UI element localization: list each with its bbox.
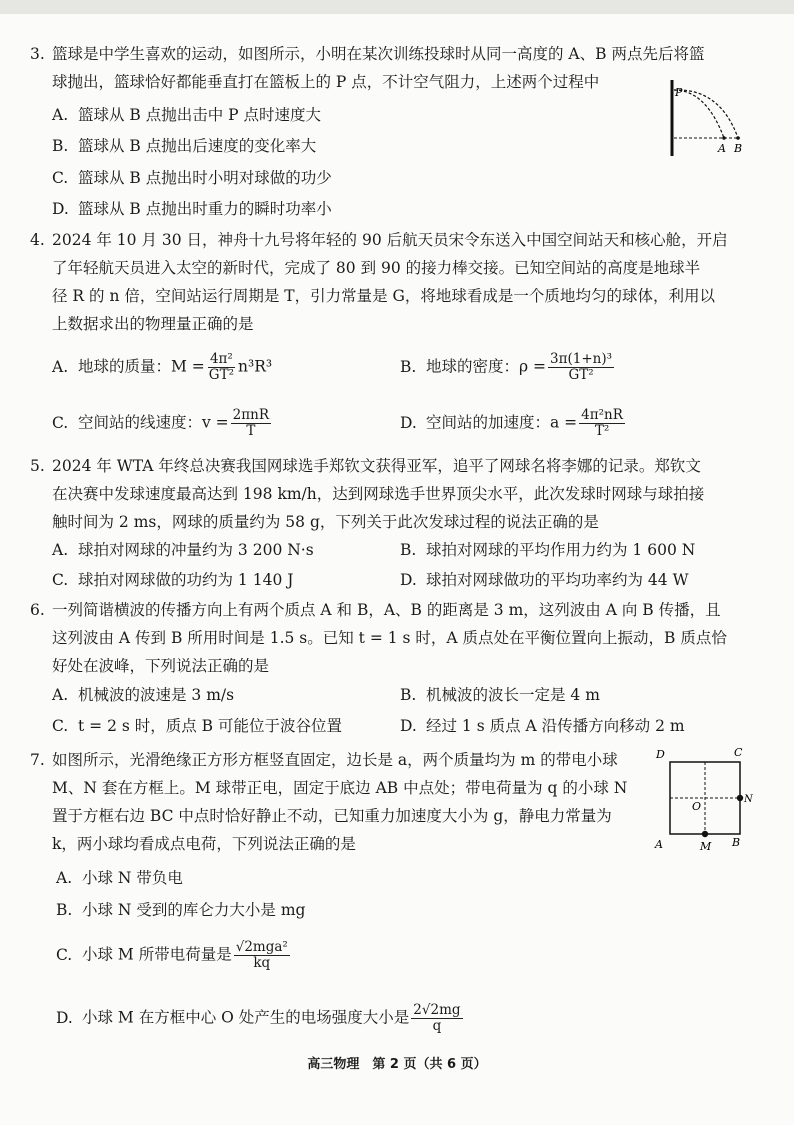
q5-line-3: 触时间为 2 ms，网球的质量约为 58 g，下列关于此次发球过程的说法正确的是	[52, 513, 599, 531]
q5-option-b: B. 球拍对网球的平均作用力约为 1 600 N	[400, 541, 696, 559]
q5-number: 5.	[30, 457, 45, 475]
q7-number: 7.	[30, 751, 45, 769]
q7-line-1: 如图所示，光滑绝缘正方形方框竖直固定，边长是 a，两个质量均为 m 的带电小球	[52, 751, 618, 769]
q5-line-2: 在决赛中发球速度最高达到 198 km/h，达到网球选手世界顶尖水平，此次发球时网球与球拍接	[52, 485, 705, 503]
point-a	[722, 136, 726, 140]
q3-line-1: 篮球是中学生喜欢的运动，如图所示，小明在某次训练投球时从同一高度的 A、B 两点先后将篮	[52, 45, 705, 63]
q5-option-d: D. 球拍对网球做功的平均功率约为 44 W	[400, 571, 689, 589]
question-6	[30, 596, 765, 680]
q6-option-b: B. 机械波的波长一定是 4 m	[400, 686, 600, 704]
q4-option-d: D. 空间站的加速度：a = $\frac{\text{4π²nR}}{\text{T²}}$	[400, 407, 623, 439]
q6-option-d: D. 经过 1 s 质点 A 沿传播方向移动 2 m	[400, 717, 685, 735]
question-5	[30, 452, 765, 536]
q6-number: 6.	[30, 601, 45, 619]
q3-line-2: 球抛出，篮球恰好都能垂直打在篮板上的 P 点，不计空气阻力，上述两个过程中	[52, 73, 600, 91]
q4-number: 4.	[30, 231, 45, 249]
label-a: A	[718, 142, 726, 155]
label-m: M	[700, 840, 712, 853]
q6-option-c: C. t = 2 s 时，质点 B 可能位于波谷位置	[52, 717, 342, 735]
label-d: D	[656, 748, 665, 761]
q5-option-c: C. 球拍对网球做的功约为 1 140 J	[52, 571, 294, 589]
q7-option-c: C. 小球 M 所带电荷量是 $\frac{\text{√2mga²}}{kq}$	[56, 939, 288, 971]
square-frame-figure	[650, 742, 760, 854]
label-a: A	[655, 838, 663, 851]
q3-option-d: D. 篮球从 B 点抛出时重力的瞬时功率小	[52, 200, 332, 218]
q7-line-2: M、N 套在方框上。M 球带正电，固定于底边 AB 中点处；带电荷量为 q 的小球 N	[52, 779, 628, 797]
q4-line-3: 径 R 的 n 倍，空间站运行周期是 T，引力常量是 G，将地球看成是一个质地均匀的球体，利用以	[52, 287, 715, 305]
q7-option-d: D. 小球 M 在方框中心 O 处产生的电场强度大小是 $\frac{2√2mg}{q}$	[56, 1002, 461, 1034]
q7-line-4: k，两小球均看成点电荷，下列说法正确的是	[52, 835, 356, 853]
q3-number: 3.	[30, 45, 45, 63]
q4-option-b: B. 地球的密度：ρ = $\frac{\text{3π(1+n)³}}{\text{GT²}}$	[400, 351, 613, 383]
q5-option-a: A. 球拍对网球的冲量约为 3 200 N·s	[52, 541, 314, 559]
q4-line-1: 2024 年 10 月 30 日，神舟十九号将年轻的 90 后航天员宋令东送入中国空间站天和核心舱，开启	[52, 231, 728, 249]
label-p: P	[675, 86, 683, 99]
q3-option-a: A. 篮球从 B 点抛出击中 P 点时速度大	[52, 106, 322, 124]
q6-line-3: 好处在波峰，下列说法正确的是	[52, 657, 270, 675]
ball-m	[702, 831, 708, 837]
basketball-figure	[660, 76, 750, 160]
q4-line-2: 了年轻航天员进入太空的新时代，完成了 80 到 90 的接力棒交接。已知空间站的高度是地球半	[52, 259, 701, 277]
trajectory-b	[674, 90, 738, 138]
q7-line-3: 置于方框右边 BC 中点时恰好静止不动，已知重力加速度大小为 g，静电力常量为	[52, 807, 612, 825]
question-4	[30, 226, 765, 338]
label-o: O	[692, 800, 702, 813]
q4-option-a: A. 地球的质量：M = $\frac{\text{4π²}}{\text{GT²}}$ n³R³	[52, 351, 273, 383]
q5-line-1: 2024 年 WTA 年终总决赛我国网球选手郑钦文获得亚军，追平了网球名将李娜的记录。郑钦文	[52, 457, 701, 475]
q6-line-2: 这列波由 A 传到 B 所用时间是 1.5 s。已知 t = 1 s 时，A 质点处在平衡位置向上振动，B 质点恰	[52, 629, 727, 647]
ball-n	[737, 795, 743, 801]
q4-option-c: C. 空间站的线速度：v = $\frac{\text{2πnR}}{T}$	[52, 407, 269, 439]
label-b: B	[734, 142, 743, 155]
label-n: N	[744, 794, 753, 805]
question-3	[30, 40, 765, 96]
question-7	[30, 746, 640, 858]
label-c: C	[734, 746, 743, 759]
page-footer: 高三物理 第 2 页（共 6 页）	[307, 1057, 487, 1072]
q3-option-b: B. 篮球从 B 点抛出后速度的变化率大	[52, 137, 317, 155]
q3-option-c: C. 篮球从 B 点抛出时小明对球做的功少	[52, 169, 332, 187]
q7-option-b: B. 小球 N 受到的库仑力大小是 mg	[56, 901, 306, 919]
q6-option-a: A. 机械波的波速是 3 m/s	[52, 686, 235, 704]
q7-option-a: A. 小球 N 带负电	[56, 869, 183, 887]
point-b	[736, 136, 740, 140]
q4-line-4: 上数据求出的物理量正确的是	[52, 315, 254, 333]
label-b: B	[732, 836, 741, 849]
q6-line-1: 一列简谐横波的传播方向上有两个质点 A 和 B，A、B 的距离是 3 m，这列波由 A 向 B 传播，且	[52, 601, 721, 619]
top-scan-band	[0, 0, 794, 14]
